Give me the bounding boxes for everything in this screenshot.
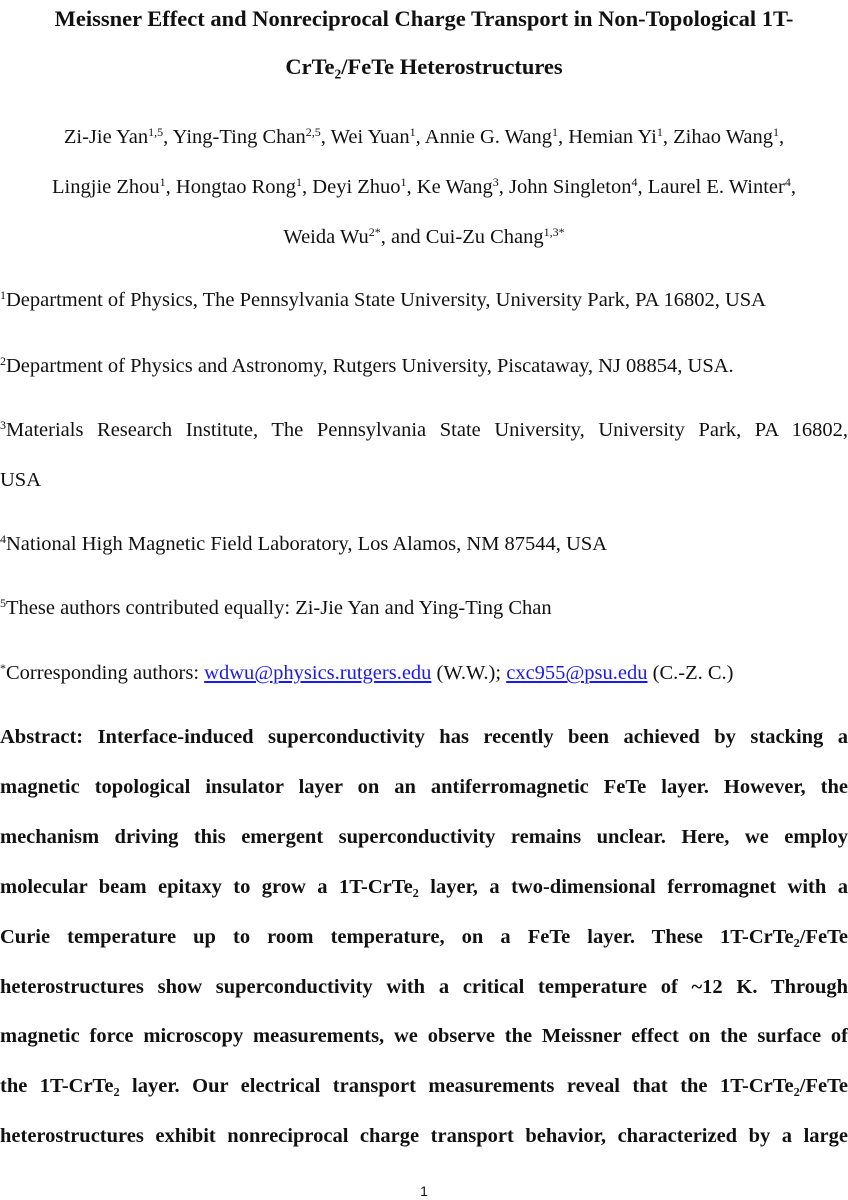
- affiliation-2: [0, 355, 848, 378]
- abstract-line: mechanism driving this emergent superconductivity remains unclear. Here, we employ: [0, 825, 848, 848]
- author-affiliation-marker: 2*: [368, 225, 381, 239]
- author-name: Lingjie Zhou: [52, 176, 160, 198]
- affiliation-1: [0, 289, 848, 312]
- affiliation-marker: 3: [0, 418, 6, 432]
- abstract-line: magnetic topological insulator layer on an antiferromagnetic FeTe layer. However, the: [0, 775, 848, 798]
- author-name: Laurel E. Winter: [647, 176, 785, 198]
- affiliation-marker: 4: [0, 532, 6, 546]
- author-separator: ,: [637, 176, 648, 198]
- author-name: John Singleton: [509, 176, 632, 198]
- email-link-cxc955[interactable]: cxc955@psu.edu: [506, 662, 648, 684]
- author-name: Hongtao Rong: [175, 176, 297, 198]
- author-separator: ,: [320, 126, 331, 148]
- author-affiliation-marker: 1: [409, 125, 416, 139]
- author-affiliation-marker: 1: [159, 175, 166, 189]
- affiliation-text: Materials Research Institute, The Pennsylvania State University, University Park, PA 16802,: [6, 419, 848, 441]
- author-name: Zihao Wang: [673, 126, 774, 148]
- author-name: Zi-Jie Yan: [63, 126, 149, 148]
- author-separator: ,: [163, 126, 173, 148]
- author-name: Weida Wu: [283, 226, 369, 248]
- author-separator: ,: [557, 126, 569, 148]
- author-affiliation-marker: 1,3*: [543, 225, 565, 239]
- affiliation-text: Department of Physics, The Pennsylvania State University, University Park, PA 16802, USA: [6, 289, 766, 311]
- author-name: Ying-Ting Chan: [172, 126, 306, 148]
- abstract-line: Curie temperature up to room temperature, on a FeTe layer. These 1T-CrTe₂/FeTe: [0, 925, 848, 948]
- abstract-line: magnetic force microscopy measurements, we observe the Meissner effect on the surface of: [0, 1025, 848, 1048]
- author-separator: , and: [380, 226, 426, 248]
- author-separator: ,: [498, 176, 510, 198]
- affiliation-4: [0, 533, 848, 556]
- equal-contribution-note: [0, 597, 848, 620]
- abstract-line: heterostructures show superconductivity with a critical temperature of ~12 K. Through: [0, 975, 848, 998]
- author-affiliation-marker: 4: [784, 175, 791, 189]
- author-line: [0, 176, 848, 199]
- author-separator: ,: [406, 176, 417, 198]
- author-line: [0, 126, 848, 149]
- author-affiliation-marker: 1: [551, 125, 558, 139]
- affiliation-marker: 1: [0, 288, 6, 302]
- author-separator: ,: [165, 176, 176, 198]
- corresponding-initials: (C.-Z. C.): [647, 662, 734, 684]
- author-affiliation-marker: 1,5: [148, 125, 164, 139]
- affiliation-marker: 5: [0, 596, 6, 610]
- corresponding-initials: (W.W.);: [431, 662, 507, 684]
- author-affiliation-marker: 4: [631, 175, 638, 189]
- author-affiliation-marker: 2,5: [305, 125, 321, 139]
- author-separator: ,: [790, 176, 796, 198]
- author-separator: ,: [302, 176, 313, 198]
- author-affiliation-marker: 1: [296, 175, 303, 189]
- author-name: Ke Wang: [416, 176, 493, 198]
- author-separator: ,: [662, 126, 674, 148]
- author-affiliation-marker: 1: [656, 125, 663, 139]
- corresponding-authors: [0, 662, 848, 685]
- affiliation-text: National High Magnetic Field Laboratory, Los Alamos, NM 87544, USA: [6, 533, 608, 555]
- affiliation-3-continued: USA: [0, 469, 42, 491]
- author-separator: ,: [779, 126, 785, 148]
- author-name: Annie G. Wang: [424, 126, 552, 148]
- abstract-line: molecular beam epitaxy to grow a 1T-CrTe₂ layer, a two-dimensional ferromagnet with a: [0, 875, 848, 898]
- author-line: [0, 226, 848, 249]
- author-affiliation-marker: 3: [492, 175, 499, 189]
- affiliation-text: Department of Physics and Astronomy, Rutgers University, Piscataway, NJ 08854, USA.: [6, 355, 734, 377]
- title-line-1: Meissner Effect and Nonreciprocal Charge Transport in Non-Topological 1T-: [54, 6, 794, 31]
- abstract-line: Abstract: Interface-induced superconductivity has recently been achieved by stacking a: [0, 726, 848, 748]
- author-name: Wei Yuan: [330, 126, 410, 148]
- affiliation-marker: 2: [0, 354, 6, 368]
- asterisk-marker: *: [0, 661, 6, 675]
- author-affiliation-marker: 1: [400, 175, 407, 189]
- author-name: Cui-Zu Chang: [425, 226, 544, 248]
- author-separator: ,: [415, 126, 425, 148]
- affiliation-text: These authors contributed equally: Zi-Jie Yan and Ying-Ting Chan: [6, 597, 552, 619]
- author-name: Deyi Zhuo: [312, 176, 401, 198]
- author-name: Hemian Yi: [568, 126, 657, 148]
- email-link-wdwu[interactable]: wdwu@physics.rutgers.edu: [204, 662, 432, 684]
- corresponding-label: Corresponding authors:: [6, 662, 205, 684]
- author-affiliation-marker: 1: [773, 125, 780, 139]
- title-line-2: CrTe₂/FeTe Heterostructures: [285, 54, 563, 79]
- affiliation-3: [0, 419, 848, 442]
- abstract-line: heterostructures exhibit nonreciprocal charge transport behavior, characterized by a large: [0, 1125, 848, 1148]
- page-number: 1: [420, 1183, 428, 1199]
- abstract-line: the 1T-CrTe₂ layer. Our electrical transport measurements reveal that the 1T-CrTe₂/FeTe: [0, 1075, 848, 1098]
